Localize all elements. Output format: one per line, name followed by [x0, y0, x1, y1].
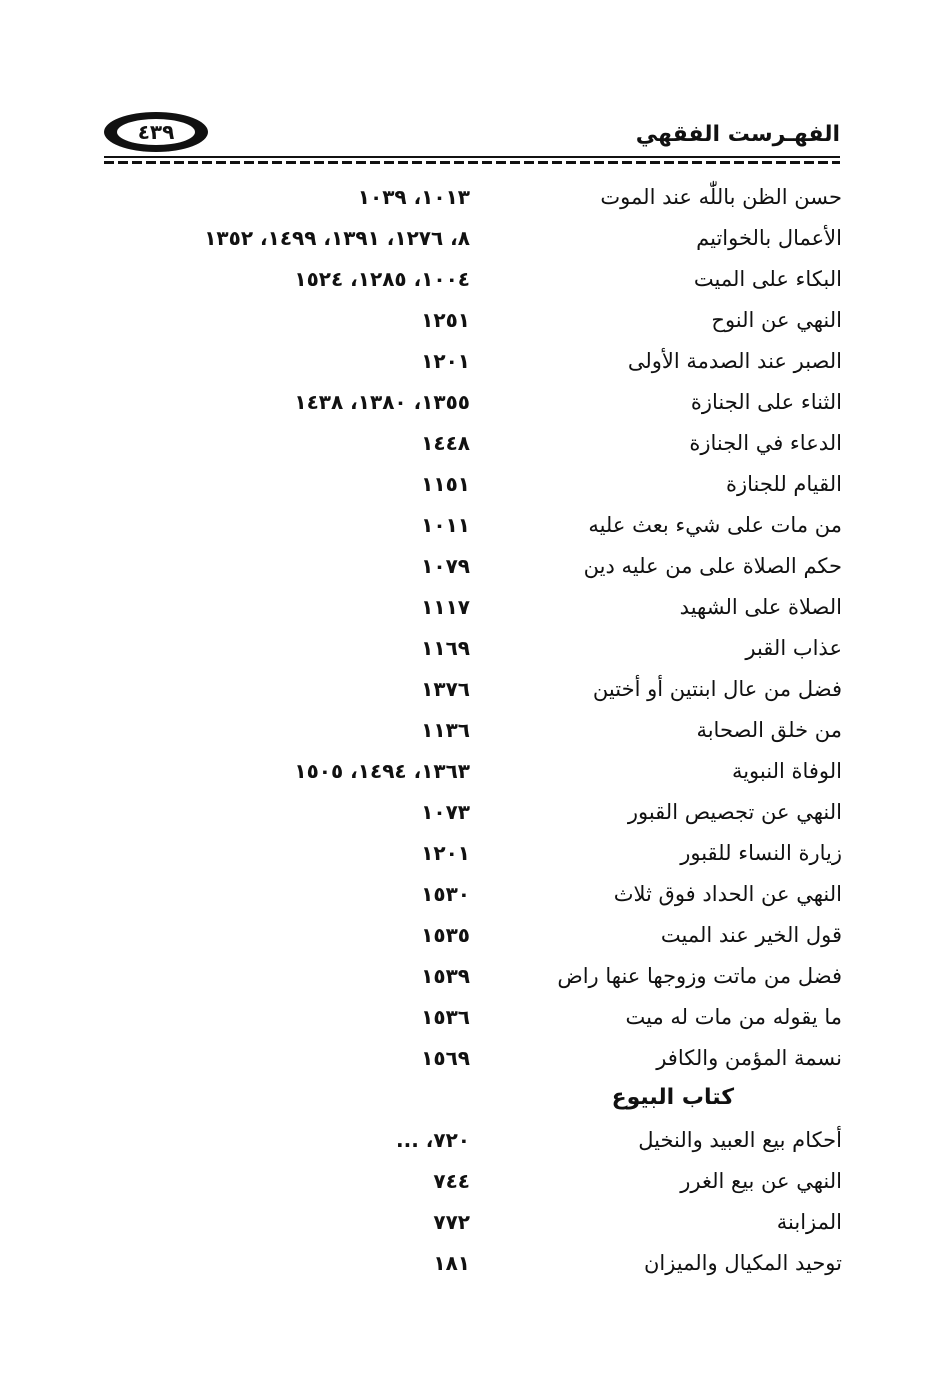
entry-topic: حكم الصلاة على من عليه دين [583, 554, 842, 578]
entry-topic: فضل من عال ابنتين أو أختين [592, 677, 842, 701]
entry-refs: ١٢٠١ [421, 841, 470, 865]
entry-refs: ٧٧٢ [433, 1210, 470, 1234]
entry-topic: زيارة النساء للقبور [680, 841, 842, 865]
index-entry [0, 1161, 946, 1202]
index-entry [0, 1120, 946, 1161]
index-entry [0, 546, 946, 587]
entry-topic: النهي عن بيع الغرر [680, 1169, 842, 1193]
entry-topic: المزابنة [776, 1210, 842, 1234]
entry-refs: ١١١٧ [421, 595, 470, 619]
index-entry [0, 1202, 946, 1243]
entry-refs: ١٠٧٩ [421, 554, 470, 578]
entry-topic: الصلاة على الشهيد [679, 595, 842, 619]
entry-topic: قول الخير عند الميت [660, 923, 842, 947]
index-entry [0, 997, 946, 1038]
entry-topic: النهي عن الحداد فوق ثلاث [613, 882, 842, 906]
entry-refs: ١١٦٩ [421, 636, 470, 660]
entry-refs: ١٣٦٣، ١٤٩٤، ١٥٠٥ [294, 759, 470, 783]
index-entry [0, 259, 946, 300]
entry-refs: ١٠١١ [421, 513, 470, 537]
entry-topic: البكاء على الميت [693, 267, 842, 291]
entry-refs: ١٠٧٣ [421, 800, 470, 824]
index-entry [0, 669, 946, 710]
index-entry [0, 177, 946, 218]
entry-topic: حسن الظن باللّٰه عند الموت [600, 185, 842, 209]
entry-topic: فضل من ماتت وزوجها عنها راض [557, 964, 842, 988]
index-entry [0, 751, 946, 792]
entry-topic: الصبر عند الصدمة الأولى [627, 349, 842, 373]
entry-topic: الدعاء في الجنازة [689, 431, 842, 455]
index-entry [0, 628, 946, 669]
entry-topic: القيام للجنازة [725, 472, 842, 496]
index-entry [0, 218, 946, 259]
entry-refs: ٧٢٠، ... [396, 1128, 470, 1152]
entry-topic: الثناء على الجنازة [690, 390, 842, 414]
entry-refs: ١٠١٣، ١٠٣٩ [357, 185, 470, 209]
entry-refs: ١٥٣٠ [421, 882, 470, 906]
entry-refs: ٨، ١٢٧٦، ١٣٩١، ١٤٩٩، ١٣٥٢ [204, 226, 470, 250]
index-entry [0, 1243, 946, 1284]
entry-refs: ١١٥١ [421, 472, 470, 496]
index-entry [0, 874, 946, 915]
entry-refs: ١٠٠٤، ١٢٨٥، ١٥٢٤ [294, 267, 470, 291]
index-entry [0, 505, 946, 546]
header-title: الفهـرست الفقهي [635, 122, 840, 147]
entry-topic: الأعمال بالخواتيم [696, 226, 842, 250]
page-number: ٤٣٩ [137, 120, 175, 144]
entry-topic: من خلق الصحابة [696, 718, 842, 742]
entry-refs: ١٢٠١ [421, 349, 470, 373]
index-entry [0, 382, 946, 423]
entry-topic: النهي عن تجصيص القبور [627, 800, 842, 824]
section-heading [0, 1077, 946, 1118]
index-entry [0, 915, 946, 956]
index-entry [0, 587, 946, 628]
entry-topic: من مات على شيء بعث عليه [588, 513, 842, 537]
entry-refs: ١٥٣٩ [421, 964, 470, 988]
entry-topic: عذاب القبر [745, 636, 842, 660]
index-entry [0, 710, 946, 751]
index-entry [0, 792, 946, 833]
entry-refs: ٧٤٤ [433, 1169, 470, 1193]
section-title: كتاب البيوع [611, 1085, 734, 1110]
index-entry [0, 1038, 946, 1079]
page-header [104, 108, 840, 158]
entry-refs: ١١٣٦ [421, 718, 470, 742]
index-entry [0, 956, 946, 997]
index-entry [0, 300, 946, 341]
entry-refs: ١٥٣٦ [421, 1005, 470, 1029]
entry-topic: نسمة المؤمن والكافر [656, 1046, 842, 1070]
entry-refs: ١٥٦٩ [421, 1046, 470, 1070]
entry-topic: أحكام بيع العبيد والنخيل [638, 1128, 842, 1152]
entry-refs: ١٣٧٦ [421, 677, 470, 701]
entry-topic: النهي عن النوح [711, 308, 842, 332]
entry-refs: ١٤٤٨ [421, 431, 470, 455]
index-entry [0, 341, 946, 382]
entry-refs: ١٥٣٥ [421, 923, 470, 947]
entry-refs: ١٢٥١ [421, 308, 470, 332]
entry-topic: الوفاة النبوية [731, 759, 842, 783]
page-number-badge [104, 112, 208, 152]
index-entry [0, 464, 946, 505]
entry-topic: توحيد المكيال والميزان [643, 1251, 842, 1275]
entry-refs: ١٣٥٥، ١٣٨٠، ١٤٣٨ [294, 390, 470, 414]
header-divider [104, 156, 840, 166]
entry-refs: ١٨١ [433, 1251, 470, 1275]
index-entry [0, 423, 946, 464]
index-entry [0, 833, 946, 874]
entry-topic: ما يقوله من مات له ميت [625, 1005, 842, 1029]
